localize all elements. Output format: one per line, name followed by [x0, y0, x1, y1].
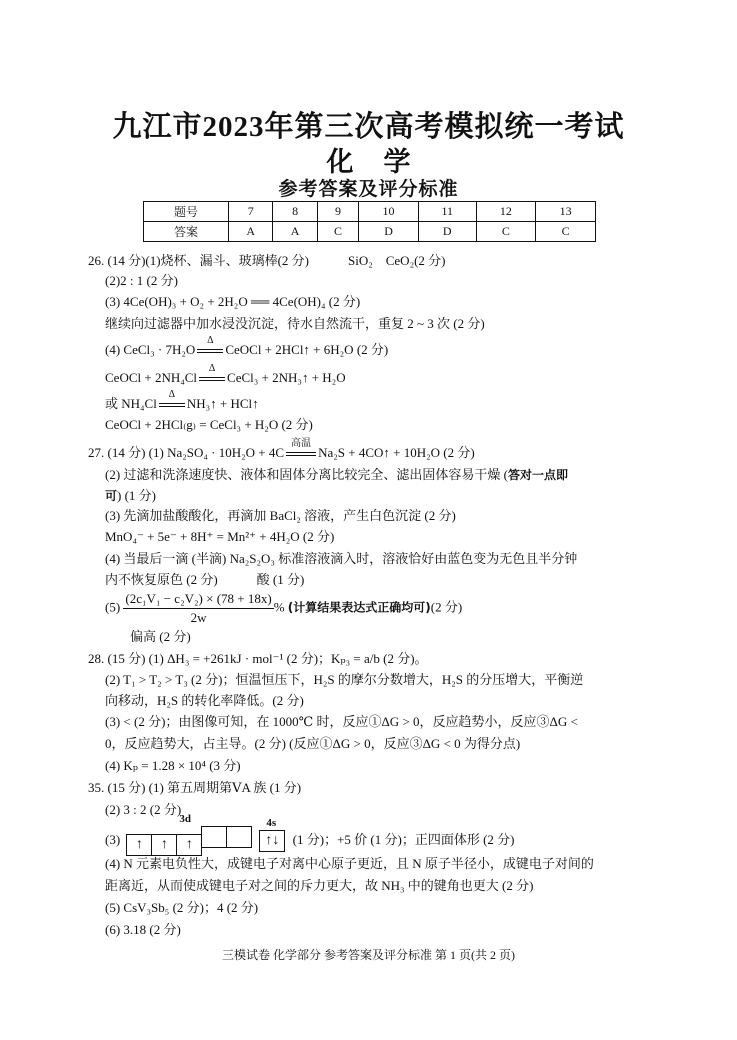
q26-line: 26. (14 分)(1)烧杯、漏斗、玻璃棒(2 分) SiO₂ CeO₂(2 分) — [88, 253, 446, 268]
table-cell: 8 — [273, 202, 317, 222]
q27-line — [105, 487, 156, 505]
answer-table — [143, 201, 596, 242]
answer-text: (2) 过滤和洗涤速度快、液体和固体分离比较完全、滤出固体容易干燥 ( — [105, 467, 508, 482]
orbital-box — [201, 826, 227, 848]
q26-line — [105, 335, 389, 359]
note-bold: (计算结果表达式正确均可) — [287, 600, 431, 615]
q27-line — [88, 438, 475, 462]
q27-line: 内不恢复原色 (2 分) 酸 (1 分) — [105, 572, 305, 587]
row-label: 题号 — [144, 202, 229, 222]
equation-right: CeOCl + 2HCl↑ + 6H₂O (2 分) — [225, 342, 389, 357]
q27-line — [105, 590, 462, 627]
table-cell: A — [229, 222, 273, 242]
table-cell: 12 — [476, 202, 536, 222]
table-row-numbers — [144, 202, 596, 222]
q26-line: CeOCl + 2HCl₍g₎ = CeCl₃ + H₂O (2 分) — [105, 417, 313, 432]
subject-title: 化学 — [326, 147, 441, 177]
equation-left: CeOCl + 2NH₄Cl — [105, 370, 198, 385]
orbital-box: ↑ — [176, 834, 202, 856]
delta-label: Δ — [207, 335, 214, 346]
answer-text: ) (1 分) — [117, 488, 157, 503]
delta-label: Δ — [208, 363, 216, 374]
page-footer: 三模试卷 化学部分 参考答案及评分标准 第 1 页(共 2 页) — [222, 948, 515, 962]
q35-line: (2) 3 : 2 (2 分) — [105, 802, 182, 817]
equation-right: NH₃↑ + HCl↑ — [186, 396, 259, 411]
fraction — [123, 590, 273, 627]
equation-right: Na₂S + 4CO↑ + 10H₂O (2 分) — [318, 445, 475, 460]
note-bold: 可 — [105, 489, 118, 503]
q27-line: MnO₄⁻ + 5e⁻ + 8H⁺ = Mn²⁺ + 4H₂O (2 分) — [105, 529, 335, 544]
table-cell: C — [317, 222, 358, 242]
part-label: (5) — [105, 599, 121, 615]
equation-left: 或 NH₄Cl — [105, 396, 157, 411]
equation-left: (4) CeCl₃ · 7H₂O — [105, 342, 196, 357]
orbital-3d — [127, 813, 252, 856]
denominator: 2w — [190, 610, 207, 625]
table-cell: D — [418, 222, 476, 242]
orbital-box — [226, 826, 252, 848]
table-cell: 7 — [229, 202, 273, 222]
orbital-box: ↑↓ — [259, 830, 285, 852]
q26-line — [105, 363, 346, 387]
orbital-label: 4s — [266, 817, 277, 829]
q35-line: (6) 3.18 (2 分) — [105, 922, 181, 937]
heat-equals-sign — [197, 363, 227, 387]
table-row-answers — [144, 222, 596, 242]
orbital-box: ↑ — [126, 834, 152, 856]
equation-right: CeCl₃ + 2NH₃↑ + H₂O — [227, 370, 346, 385]
page-subtitle: 参考答案及评分标准 — [278, 178, 459, 200]
high-temp-equals-sign — [284, 438, 318, 462]
heat-equals-sign — [195, 335, 225, 359]
numerator: (2c₁V₁ − c₂V₂) × (78 + 18x) — [123, 590, 273, 609]
table-cell: 9 — [317, 202, 358, 222]
orbital-4s — [260, 817, 285, 852]
q27-line — [105, 466, 568, 484]
q28-line: (2) T₁ > T₂ > T₃ (2 分)；恒温恒压下，H₂S 的摩尔分数增大，H₂S 的分压增大，平衡逆 — [105, 672, 584, 687]
page-title: 九江市2023年第三次高考模拟统一考试 — [112, 111, 625, 143]
q35-line — [105, 813, 515, 856]
percent-sign: % — [273, 599, 285, 615]
table-cell: D — [359, 222, 419, 242]
q27-line: (3) 先滴加盐酸酸化，再滴加 BaCl₂ 溶液，产生白色沉淀 (2 分) — [105, 508, 456, 523]
part-label: (3) — [105, 831, 121, 847]
condition-label: 高温 — [291, 438, 312, 449]
table-cell: A — [273, 222, 317, 242]
q35-line: 距离近，从而使成键电子对之间的斥力更大，故 NH₃ 中的键角也更大 (2 分) — [105, 878, 534, 893]
q35-line: (4) N 元素电负性大，成键电子对离中心原子更近，且 N 原子半径小，成键电子对间的 — [105, 856, 594, 871]
orbital-box: ↑ — [151, 834, 177, 856]
table-cell: 10 — [359, 202, 419, 222]
q28-line: (3) < (2 分)；由图像可知，在 1000℃ 时，反应①ΔG > 0，反应趋势小，反应③ΔG < — [105, 714, 578, 729]
table-cell: 11 — [418, 202, 476, 222]
score: (2 分) — [430, 599, 463, 615]
q28-line: (4) Kₚ = 1.28 × 10⁴ (3 分) — [105, 758, 241, 773]
q35-line: (5) CsV₃Sb₅ (2 分)；4 (2 分) — [105, 900, 259, 915]
table-cell: C — [536, 222, 596, 242]
q27-line: (4) 当最后一滴 (半滴) Na₂S₂O₃ 标准溶液滴入时，溶液恰好由蓝色变为无色且半分钟 — [105, 551, 578, 566]
heat-equals-sign — [157, 389, 187, 413]
table-cell: 13 — [536, 202, 596, 222]
q26-line: (3) 4Ce(OH)₃ + O₂ + 2H₂O ══ 4Ce(OH)₄ (2 分) — [105, 294, 361, 309]
q35-line: 35. (15 分) (1) 第五周期第ⅤA 族 (1 分) — [88, 780, 302, 795]
q28-line: 28. (15 分) (1) ΔH₃ = +261kJ · mol⁻¹ (2 分)；Kₚ₃ = a/b (2 分)。 — [88, 651, 428, 666]
delta-label: Δ — [168, 389, 176, 400]
q28-line: 0，反应趋势大，占主导。(2 分) (反应①ΔG > 0，反应③ΔG < 0 为得分点) — [105, 736, 521, 751]
answer-text: (1 分)；+5 价 (1 分)；正四面体形 (2 分) — [292, 831, 515, 847]
q27-line: 偏高 (2 分) — [130, 629, 191, 644]
q26-line — [105, 389, 259, 413]
q28-line: 向移动，H₂S 的转化率降低。(2 分) — [105, 693, 304, 708]
row-label: 答案 — [144, 222, 229, 242]
note-bold: 答对一点即 — [508, 468, 569, 482]
q26-line: (2)2 : 1 (2 分) — [105, 273, 178, 288]
orbital-label: 3d — [179, 813, 192, 825]
q26-line: 继续向过滤器中加水浸没沉淀，待水自然流干，重复 2 ~ 3 次 (2 分) — [105, 316, 485, 331]
equation-left: 27. (14 分) (1) Na₂SO₄ · 10H₂O + 4C — [88, 445, 285, 460]
table-cell: C — [476, 222, 536, 242]
